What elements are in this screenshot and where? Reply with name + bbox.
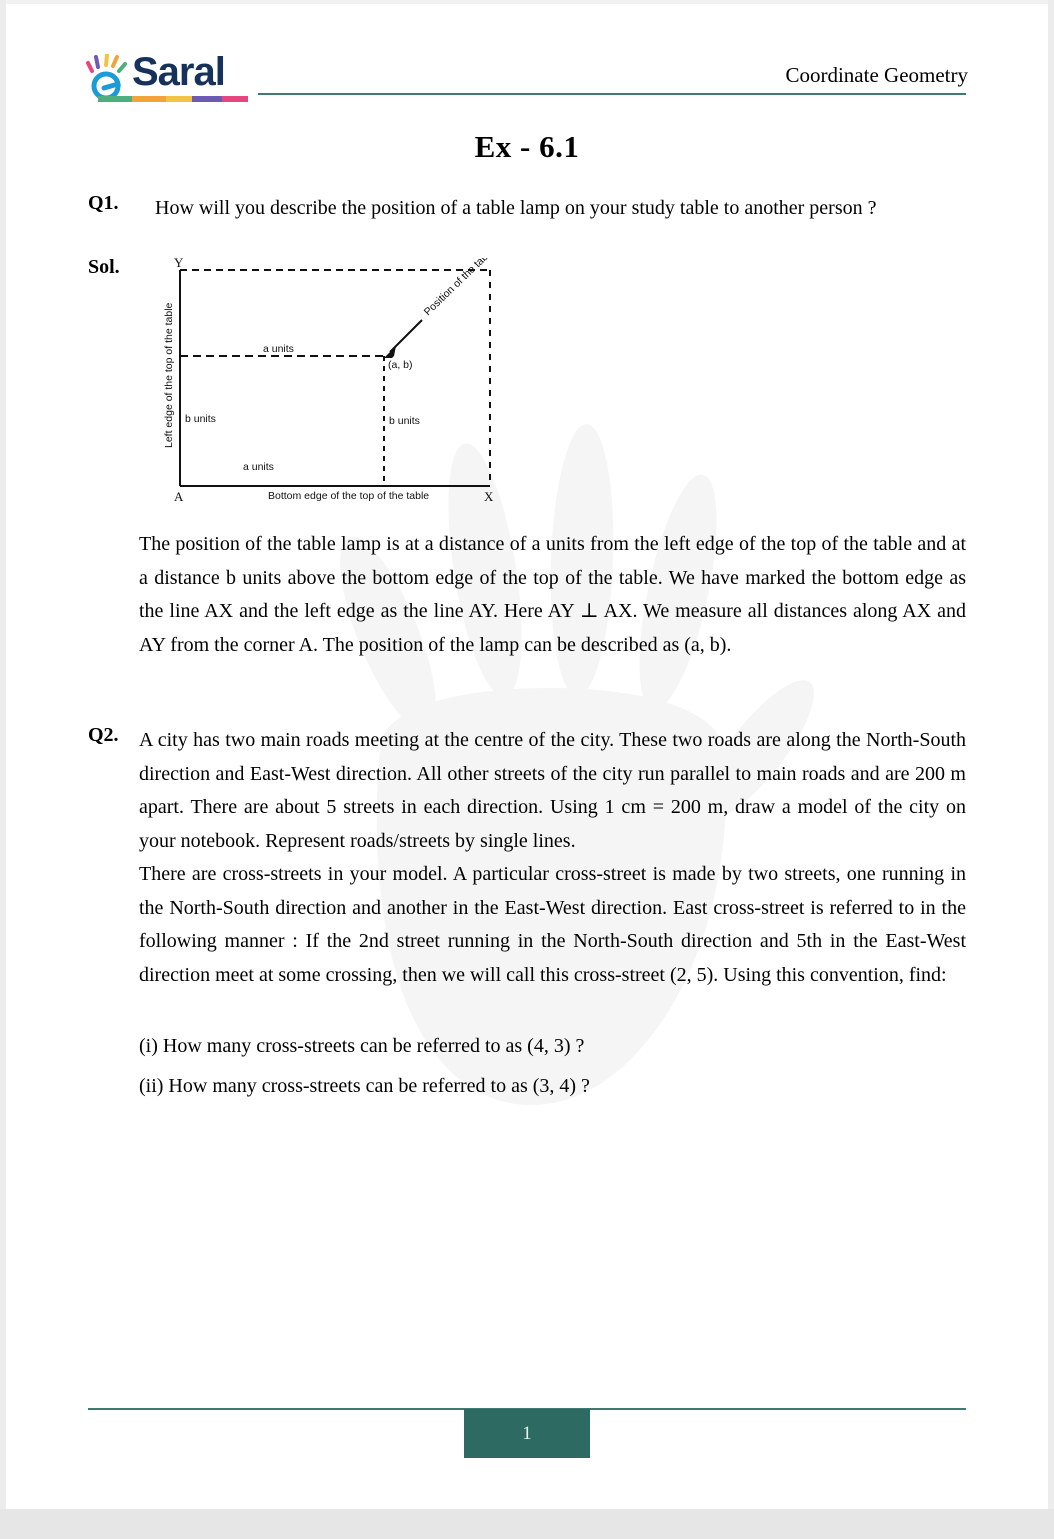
page-edge-bottom [0, 1509, 1054, 1539]
question-2-label: Q2. [88, 724, 119, 746]
y-axis-label-group [163, 302, 175, 448]
page-edge-right [1048, 0, 1054, 1509]
a-units-bottom-label: a units [243, 461, 274, 473]
y-axis-label: Left edge of the top of the table [163, 302, 175, 448]
y-axis-letter: Y [174, 258, 184, 270]
callout-label-line1: Position of the table lamp. [421, 258, 510, 319]
origin-label: A [174, 489, 184, 503]
b-units-left-label: b units [185, 413, 216, 425]
x-axis-letter: X [484, 489, 494, 503]
callout-label-group [422, 258, 510, 318]
exercise-title: Ex - 6.1 [474, 129, 580, 164]
question-2-item-2: (ii) How many cross-streets can be referred to as (3, 4) ? [139, 1075, 590, 1097]
esaral-logo-colorbar [98, 96, 248, 102]
a-units-top-label: a units [263, 343, 294, 355]
page-header [0, 0, 1054, 115]
question-2-item-1: (i) How many cross-streets can be referred to as (4, 3) ? [139, 1035, 585, 1057]
solution-label: Sol. [88, 256, 120, 278]
question-1-label: Q1. [88, 192, 119, 214]
callout-arrow-head [384, 346, 396, 358]
question-2-paragraph-2: There are cross-streets in your model. A particular cross-street is made by two streets, one running in the North-South direction and another in the East-West direction. East cross-street is referred to in the following manner : If the 2nd street running in the North-South direction and 5th in the East-West direction meet at some crossing, then we will call this cross-street (2, 5). Using this convention, find: [139, 863, 966, 986]
header-divider [258, 93, 966, 95]
question-1-text: How will you describe the position of a table lamp on your study table to another person ? [155, 197, 877, 219]
solution-text: The position of the table lamp is at a distance of a units from the left edge of the top of the table and at a distance b units above the bottom edge of the top of the table. We have marked the bottom edge as the line AX and the left edge as the line AY. Here AY ⊥ AX. We measure all distances along AX and AY from the corner A. The position of the lamp can be described as (a, b). [139, 533, 966, 656]
lamp-point-label: (a, b) [388, 359, 413, 371]
chapter-title: Coordinate Geometry [785, 63, 968, 87]
page-edge-left [0, 0, 6, 1509]
question-2-paragraph-1: A city has two main roads meeting at the centre of the city. These two roads are along the North-South direction and East-West direction. All other streets of the city run parallel to main roads and are 200 m apart. There are about 5 streets in each direction. Using 1 cm = 200 m, draw a model of the city on your notebook. Represent roads/streets by single lines. [139, 729, 966, 852]
esaral-logo [88, 52, 248, 108]
esaral-logo-wordmark: Saral [132, 50, 225, 94]
page-number-badge: 1 [464, 1409, 590, 1458]
b-units-right-label: b units [389, 415, 420, 427]
table-lamp-coordinate-figure [160, 258, 510, 503]
x-axis-label: Bottom edge of the top of the table [268, 490, 430, 502]
